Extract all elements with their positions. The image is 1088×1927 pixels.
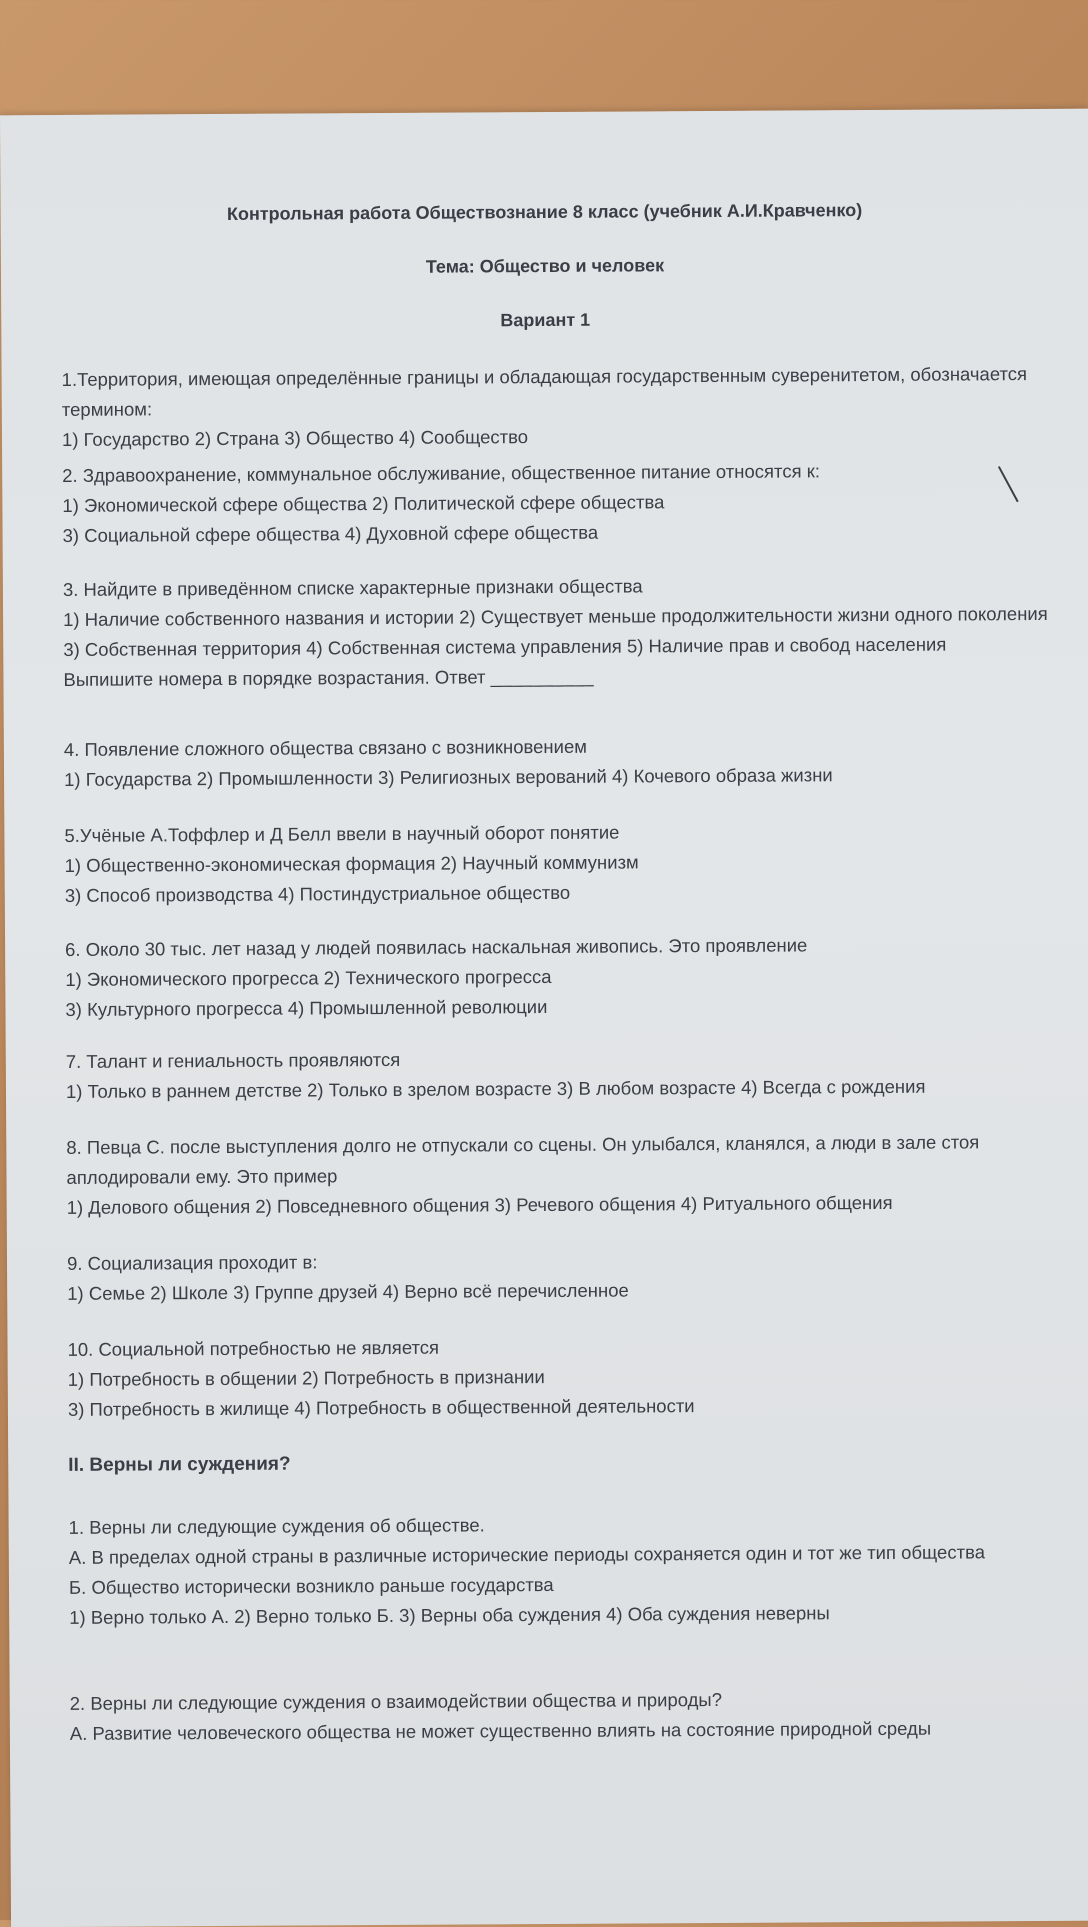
question-stem: 1.Территория, имеющая определённые границы и обладающая государственным суверенитетом, обозначается термином: — [61, 363, 1028, 420]
question-stem: 10. Социальной потребностью не является — [67, 1336, 440, 1360]
exam-sheet — [0, 109, 1088, 1927]
question-4 — [64, 729, 1064, 795]
section-2-title: II. Верны ли суждения? — [68, 1453, 291, 1476]
judgment-a: А. Развитие человеческого общества не может существенно влиять на состояние природной среды — [69, 1717, 932, 1744]
question-6 — [65, 929, 1066, 1025]
question-stem: 4. Появление сложного общества связано с возникновением — [63, 735, 588, 760]
answer-options: 1) Семье 2) Школе 3) Группе друзей 4) Верно всё перечисленное — [67, 1279, 629, 1304]
judgment-2 — [70, 1683, 1070, 1749]
answer-instruction: Выпишите номера в порядке возрастания. Ответ __________ — [63, 665, 594, 690]
answer-options: 1) Наличие собственного названия и истории 2) Существует меньше продолжительности жизни одного поколения 3) Собственная территория 4) Собственная система управления 5) Наличие прав и свобод населения — [63, 602, 1048, 660]
question-5 — [64, 815, 1065, 911]
judgment-a: А. В пределах одной страны в различные исторические периоды сохраняется один и тот же тип общества — [68, 1541, 986, 1568]
question-1 — [62, 359, 1063, 455]
question-3 — [63, 569, 1064, 695]
judgment-1 — [69, 1507, 1070, 1633]
page-title: Контрольная работа Обществознание 8 класс (учебник А.И.Кравченко) — [226, 200, 863, 224]
question-10 — [67, 1329, 1068, 1425]
answer-options: 1) Экономической сфере общества 2) Политической сфере общества — [62, 491, 665, 516]
answer-options: 1) Верно только А. 2) Верно только Б. 3) Верны оба суждения 4) Оба суждения неверны — [69, 1602, 830, 1628]
answer-options: 3) Способ производства 4) Постиндустриальное общество — [64, 881, 571, 906]
question-stem: 5.Учёные А.Тоффлер и Д Белл ввели в научный оборот понятие — [64, 821, 620, 846]
answer-options: 1) Делового общения 2) Повседневного общения 3) Речевого общения 4) Ритуального общения — [66, 1191, 893, 1218]
sheet-content — [0, 109, 1088, 1744]
question-stem: 6. Около 30 тыс. лет назад у людей появилась наскальная живопись. Это проявление — [65, 934, 808, 960]
answer-options: 1) Государство 2) Страна 3) Общество 4) Сообщество — [61, 426, 529, 450]
question-8 — [66, 1127, 1067, 1223]
answer-options: 3) Социальной сфере общества 4) Духовной сфере общества — [62, 521, 599, 546]
question-stem: 9. Социализация проходит в: — [66, 1251, 318, 1274]
answer-options: 3) Культурного прогресса 4) Промышленной революции — [65, 995, 548, 1020]
judgment-b: Б. Общество исторически возникло раньше государства — [68, 1573, 554, 1598]
answer-options: 1) Общественно-экономическая формация 2) Научный коммунизм — [64, 851, 639, 876]
question-stem: 3. Найдите в приведённом списке характерные признаки общества — [62, 575, 643, 600]
answer-options: 1) Потребность в общении 2) Потребность в признании — [67, 1366, 545, 1390]
answer-options: 1) Экономического прогресса 2) Технического прогресса — [65, 965, 552, 990]
variant-title: Вариант 1 — [500, 309, 591, 331]
question-2 — [62, 455, 1063, 551]
topic-title: Тема: Общество и человек — [425, 255, 665, 277]
question-stem: 7. Талант и гениальность проявляются — [65, 1048, 401, 1072]
question-stem: 1. Верны ли следующие суждения об обществе. — [68, 1514, 485, 1538]
question-stem: 2. Здравоохранение, коммунальное обслуживание, общественное питание относятся к: — [62, 460, 820, 486]
answer-options: 1) Только в раннем детстве 2) Только в зрелом возрасте 3) В любом возрасте 4) Всегда с рождения — [65, 1075, 926, 1102]
question-7 — [66, 1041, 1066, 1107]
question-stem: 8. Певца С. после выступления долго не отпускали со сцены. Он улыбался, кланялся, а люди в зале стоя аплодировали ему. Это пример — [66, 1131, 980, 1188]
answer-options: 1) Государства 2) Промышленности 3) Религиозных верований 4) Кочевого образа жизни — [64, 764, 833, 790]
answer-options: 3) Потребность в жилище 4) Потребность в общественной деятельности — [67, 1395, 695, 1420]
question-9 — [67, 1243, 1067, 1309]
question-stem: 2. Верны ли следующие суждения о взаимодействии общества и природы? — [69, 1688, 723, 1714]
